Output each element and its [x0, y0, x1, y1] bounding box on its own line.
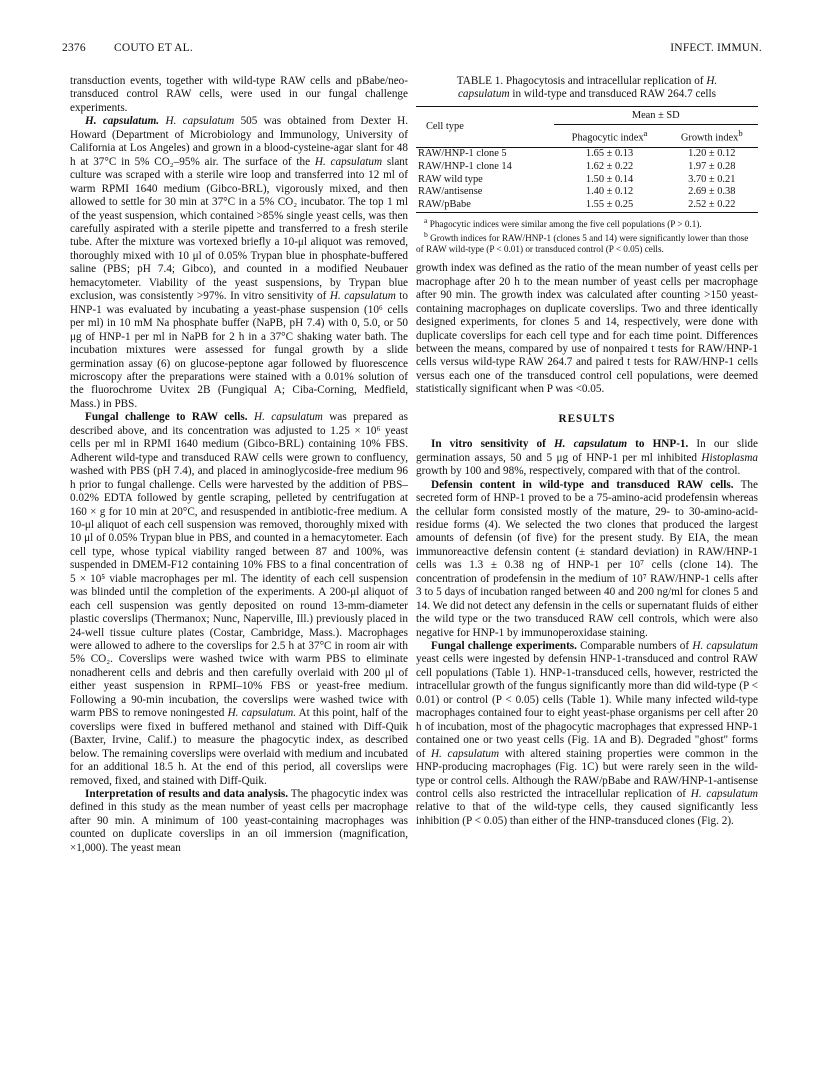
cell-type: RAW/antisense — [418, 186, 483, 198]
paragraph-continuation: transduction events, together with wild-type RAW cells and pBabe/neo-transduced control RAW cells, were used in our fungal challenge experiments. — [70, 75, 408, 114]
section-head-fungal-challenge-experiments: Fungal challenge experiments. — [431, 640, 577, 653]
results-heading: RESULTS — [558, 412, 616, 425]
cell-type: RAW/pBabe — [416, 199, 554, 213]
section-head-fungal-challenge: Fungal challenge to RAW cells. — [85, 411, 248, 424]
growth-index-value: 1.20 ± 0.12 — [688, 148, 736, 160]
cell-type: RAW wild type — [418, 173, 483, 185]
paragraph-fungal-challenge-experiments: Fungal challenge experiments. Comparable numbers of H. capsulatum yeast cells were ingested by defensin HNP-1-transduced and control RAW cell populations (Table 1). HNP-1-transduced cells, however, restricted the intracellular growth of the fungus significantly more than did wild-type (P < 0.01) or control (P < 0.05) cells (Table 1). While many infected wild-type macrophages contained four to eight yeast-phase organisms per cell after 20 h of incubation, most of the phagocytic macrophages that expressed HNP-1 contained one or two yeast cells (Fig. 1A and B). Degraded "ghost" forms of H. capsulatum with altered staining properties were common in the HNP-producing macrophages (Fig. 1C) but were rarely seen in the wild-type or control cells. Although the RAW/pBabe and RAW/HNP-1-antisense control cells also restricted the intracellular replication of H. capsulatum relative to that of the wild-type cells, they caused significantly less inhibition (P < 0.05) than either of the HNP-transduced clones (Fig. 2). — [416, 640, 758, 827]
column-header-growth-index: Growth index$^b$ — [666, 125, 758, 148]
left-column — [70, 75, 408, 855]
paragraph-interpretation: Interpretation of results and data analysis. The phagocytic index was defined in this study as the mean number of yeast cells per macrophage after 90 min. A minimum of 100 yeast-containing macrophages was counted on duplicate coverslips in an oil immersion (magnification, ×1,000). The yeast mean — [70, 788, 408, 854]
phagocytic-index-value: 1.62 ± 0.22 — [585, 160, 634, 172]
table-row — [416, 174, 758, 187]
table-1 — [416, 75, 758, 254]
paragraph-in-vitro-sensitivity: In vitro sensitivity of H. capsulatum to HNP-1. In our slide germination assays, 50 and 5 μg of HNP-1 per ml inhibited Histoplasma growth by 100 and 98%, respectively, compared with that of the control. — [416, 438, 758, 478]
phagocytic-index-value: 1.55 ± 0.25 — [554, 199, 666, 213]
section-head-interpretation: Interpretation of results and data analysis. — [85, 788, 289, 801]
phagocytic-index-value: 1.50 ± 0.14 — [585, 173, 634, 185]
section-head-in-vitro-sensitivity: In vitro sensitivity of H. capsulatum to HNP-1. — [431, 438, 689, 451]
growth-index-value: 2.69 ± 0.38 — [688, 186, 736, 198]
data-table — [416, 106, 758, 213]
table-row — [416, 148, 758, 161]
table-row — [416, 186, 758, 199]
paragraph-defensin-content: Defensin content in wild-type and transduced RAW cells. The secreted form of HNP-1 proved to be a 75-amino-acid prodefensin whereas the cellular form consisted mostly of the mature, 29- to 30-amino-acid-residue forms (4). We selected the two clones that produced the largest amounts of defensin (of five) for the present study. By EIA, the mean immunoreactive defensin content (± standard deviation) in RAW/HNP-1 cells was 1.3 ± 0.38 ng of HNP-1 per 10⁷ cells (clone 14). The concentration of prodefensin in the medium of 10⁷ RAW/HNP-1 cells after 3 to 5 days of incubation ranged between 40 and 200 ng/ml for clones 5 and 14. We did not detect any defensin in the cells or supernatant fluids of either the wild type or the two transduced RAW cell controls, which were also negative for HNP-1 by immunoperoxidase staining. — [416, 478, 758, 639]
running-head-authors: COUTO ET AL. — [114, 42, 193, 54]
table-footnote-a: $^a$ Phagocytic indices were similar among the five cell populations (P > 0.1). — [424, 216, 702, 230]
paragraph-h-capsulatum: H. capsulatum. H. capsulatum 505 was obtained from Dexter H. Howard (Department of Microbiology and Immunology, University of California at Los Angeles) and grown in a blood-cysteine-agar slant for 48 h at 37°C in 5% CO₂–95% air. The surface of the H. capsulatum slant culture was scraped with a sterile wire loop and transferred into 12 ml of warm RPMI 1640 medium (Gibco-BRL), vigorously mixed, and then allowed to settle for 30 min at 37°C in a 5% CO₂ incubator. The top 1 ml of the yeast suspension, which contained >85% single yeast cells, was then carefully aspirated with a sterile pipette and transferred to a fresh sterile tube. After the mixture was vortexed briefly a 10-μl aliquot was removed, thoroughly mixed with 10 μl of 0.05% Trypan blue in phosphate-buffered saline (PBS; pH 7.4; Gibco), and counted in a modified Neubauer hemacytometer. Viability of the yeast suspensions, by Trypan blue exclusion, was consistently >97%. In vitro sensitivity of H. capsulatum to HNP-1 was evaluated by incubating a yeast-phase suspension (10⁶ cells per ml) in 10 mM Na phosphate buffer (NaPB, pH 7.4) with 0, 5.0, or 50 μg of HNP-1 per ml in NaPB for 2 h in a 37°C shaking water bath. The incubation mixtures were assessed for fungal growth by a slide germination assay (6) on glucose-peptone agar followed by fluorescence microscopy after the preparations were stained with a 0.01% solution of the fluorochrome Uvitex 2B (Fungiqual A; Ciba-Corning, Medfield, Mass.) in PBS. — [70, 115, 408, 410]
paragraph-growth-index: growth index was defined as the ratio of the mean number of yeast cells per macrophage after 20 h to the mean number of yeast cells per macrophage after 90 min. The growth index was calculated after counting >150 yeast-containing macrophages on duplicate coverslips. Two and three identically designed experiments, for clones 5 and 14, respectively, were done with duplicate coverslips for each cell type and for each time point. Differences between the means, compared by use of nonpaired t tests for RAW/HNP-1 cells versus wild-type RAW 264.7 and paired t tests for RAW/HNP-1 cells versus each one of the transduced control cell populations, were deemed statistically significant when P was <0.05. — [416, 262, 758, 396]
column-header-mean-sd: Mean ± SD — [554, 107, 758, 125]
paragraph-fungal-challenge: Fungal challenge to RAW cells. H. capsulatum was prepared as described above, and its concentration was adjusted to 1.25 × 10⁶ yeast cells per ml in RPMI 1640 medium (Gibco-BRL) containing 10% FBS. Adherent wild-type and transduced RAW cells were grown to confluency, washed with PBS (pH 7.4), and placed in aminoglycoside-free medium 96 h prior to fungal challenge. Cells were harvested by the addition of PBS–0.02% EDTA followed by gentle scraping, pelleted by centrifugation at 160 × g for 10 min at 20°C, and resuspended in antibiotic-free medium. A 10-μl aliquot of each cell suspension was removed, thoroughly mixed with 10 μl of 0.05% Trypan blue in PBS, and counted in a hemacytometer. Each cell type, whose typical viability ranged between 87 and 100%, was suspended in DMEM-F12 containing 10% FBS to a final concentration of 5 × 10⁵ viable macrophages per ml. The identity of each cell suspension was blinded until the completion of the experiments. A 200-μl aliquot of each cell suspension was gently deposited on round 13-mm-diameter plastic coverslips (Thermanox; Nunc, Naperville, Ill.) previously placed in 24-well tissue culture plates (Costar, Cambridge, Mass.). Macrophages were allowed to adhere to the coverslips for 2.5 h at 37°C in room air with 5% CO₂. Coverslips were washed twice with warm PBS to eliminate nonadherent cells and debris and then carefully overlaid with 200 μl of either yeast suspension in RPMI–10% FBS or yeast-free medium. Following a 90-min incubation, the coverslips were washed twice with warm PBS to remove noningested H. capsulatum. At this point, half of the coverslips were fixed in buffered methanol and stained with Diff-Quik (Baxter, Irvine, Calif.) to measure the phagocytic index, as described below. The remaining coverslips were overlaid with medium and incubated for an additional 18.5 h. At the end of this period, all coverslips were removed, fixed, and stained with Diff-Quik. — [70, 411, 408, 787]
table-title: TABLE 1. Phagocytosis and intracellular replication of H. capsulatum in wild-type and transduced RAW 264.7 cells — [456, 75, 718, 100]
running-head — [62, 42, 762, 58]
growth-index-value: 1.97 ± 0.28 — [688, 160, 736, 172]
phagocytic-index-value: 1.65 ± 0.13 — [585, 148, 634, 160]
section-head-defensin-content: Defensin content in wild-type and transduced RAW cells. — [431, 478, 734, 491]
page-number: 2376 — [62, 42, 86, 54]
running-head-journal: INFECT. IMMUN. — [670, 42, 762, 54]
table-row — [416, 199, 758, 213]
growth-index-value: 3.70 ± 0.21 — [688, 173, 736, 185]
cell-type: RAW/HNP-1 clone 14 — [418, 160, 512, 172]
column-header-cell-type: Cell type — [416, 107, 554, 148]
right-column — [416, 75, 758, 828]
growth-index-value: 2.52 ± 0.22 — [666, 199, 758, 213]
section-head-h-capsulatum: H. capsulatum. — [85, 115, 160, 128]
column-header-phagocytic-index: Phagocytic index$^a$ — [554, 125, 666, 148]
phagocytic-index-value: 1.40 ± 0.12 — [585, 186, 634, 198]
table-row — [416, 161, 758, 174]
table-footnote-b: $^b$ Growth indices for RAW/HNP-1 (clones 5 and 14) were significantly lower than those of RAW wild-type (P < 0.01) or transduced control (P < 0.05) cells. — [416, 230, 749, 254]
cell-type: RAW/HNP-1 clone 5 — [418, 148, 507, 160]
